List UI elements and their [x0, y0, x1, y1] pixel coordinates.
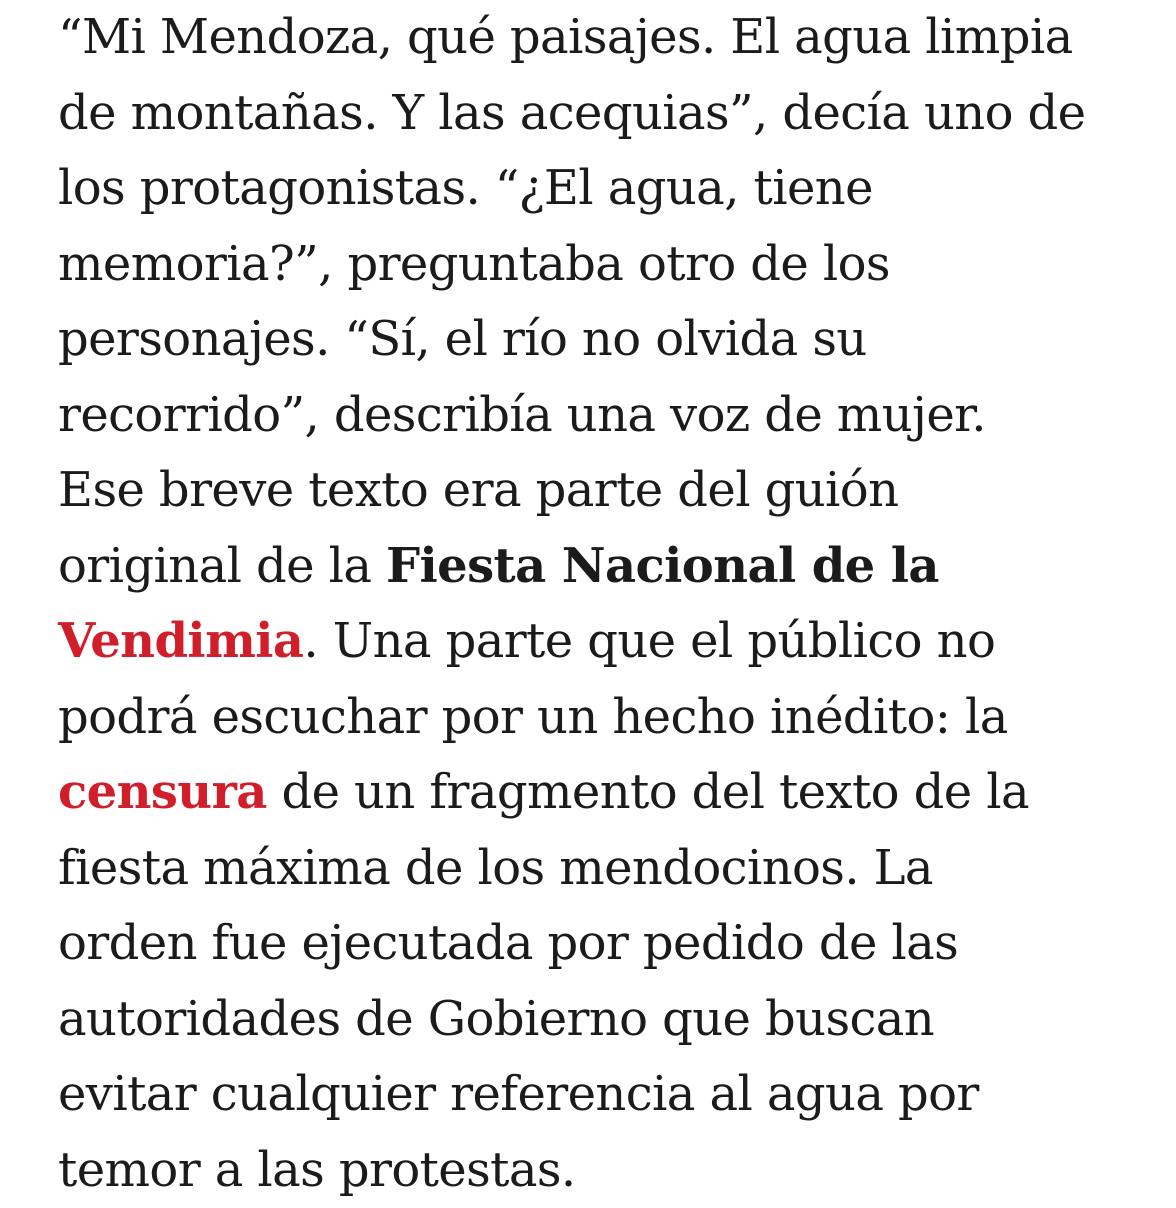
text-line	[58, 0, 1158, 76]
text-segment: . Una parte que el público no	[303, 613, 995, 669]
text-segment: autoridades de Gobierno que buscan	[58, 991, 934, 1047]
text-segment: podrá escuchar por un hecho inédito: la	[58, 689, 1008, 745]
link-vendimia[interactable]: Vendimia	[58, 613, 303, 669]
text-segment: de montañas. Y las acequias”, decía uno de	[58, 85, 1085, 141]
text-segment: temor a las protestas.	[58, 1142, 576, 1198]
text-line	[58, 982, 1158, 1058]
article-paragraph	[58, 0, 1158, 1208]
text-line	[58, 604, 1158, 680]
text-segment: recorrido”, describía una voz de mujer.	[58, 387, 986, 443]
text-segment: de un fragmento del texto de la	[267, 764, 1029, 820]
text-line	[58, 529, 1158, 605]
text-line	[58, 755, 1158, 831]
text-segment: fiesta máxima de los mendocinos. La	[58, 840, 933, 896]
text-line	[58, 76, 1158, 152]
text-segment: “Mi Mendoza, qué paisajes. El agua limpia	[58, 9, 1073, 65]
text-line	[58, 831, 1158, 907]
text-line	[58, 680, 1158, 756]
text-segment: orden fue ejecutada por pedido de las	[58, 915, 958, 971]
text-segment: Ese breve texto era parte del guión	[58, 462, 898, 518]
text-segment: original de la	[58, 538, 386, 594]
text-line	[58, 1133, 1158, 1208]
link-censura[interactable]: censura	[58, 764, 267, 820]
text-line	[58, 1057, 1158, 1133]
text-line	[58, 453, 1158, 529]
text-line	[58, 378, 1158, 454]
text-line	[58, 227, 1158, 303]
text-segment: los protagonistas. “¿El agua, tiene	[58, 160, 873, 216]
text-segment: personajes. “Sí, el río no olvida su	[58, 311, 867, 367]
text-line	[58, 302, 1158, 378]
text-line	[58, 151, 1158, 227]
text-segment: memoria?”, preguntaba otro de los	[58, 236, 890, 292]
bold-text: Fiesta Nacional de la	[386, 538, 939, 594]
text-segment: evitar cualquier referencia al agua por	[58, 1066, 979, 1122]
text-line	[58, 906, 1158, 982]
